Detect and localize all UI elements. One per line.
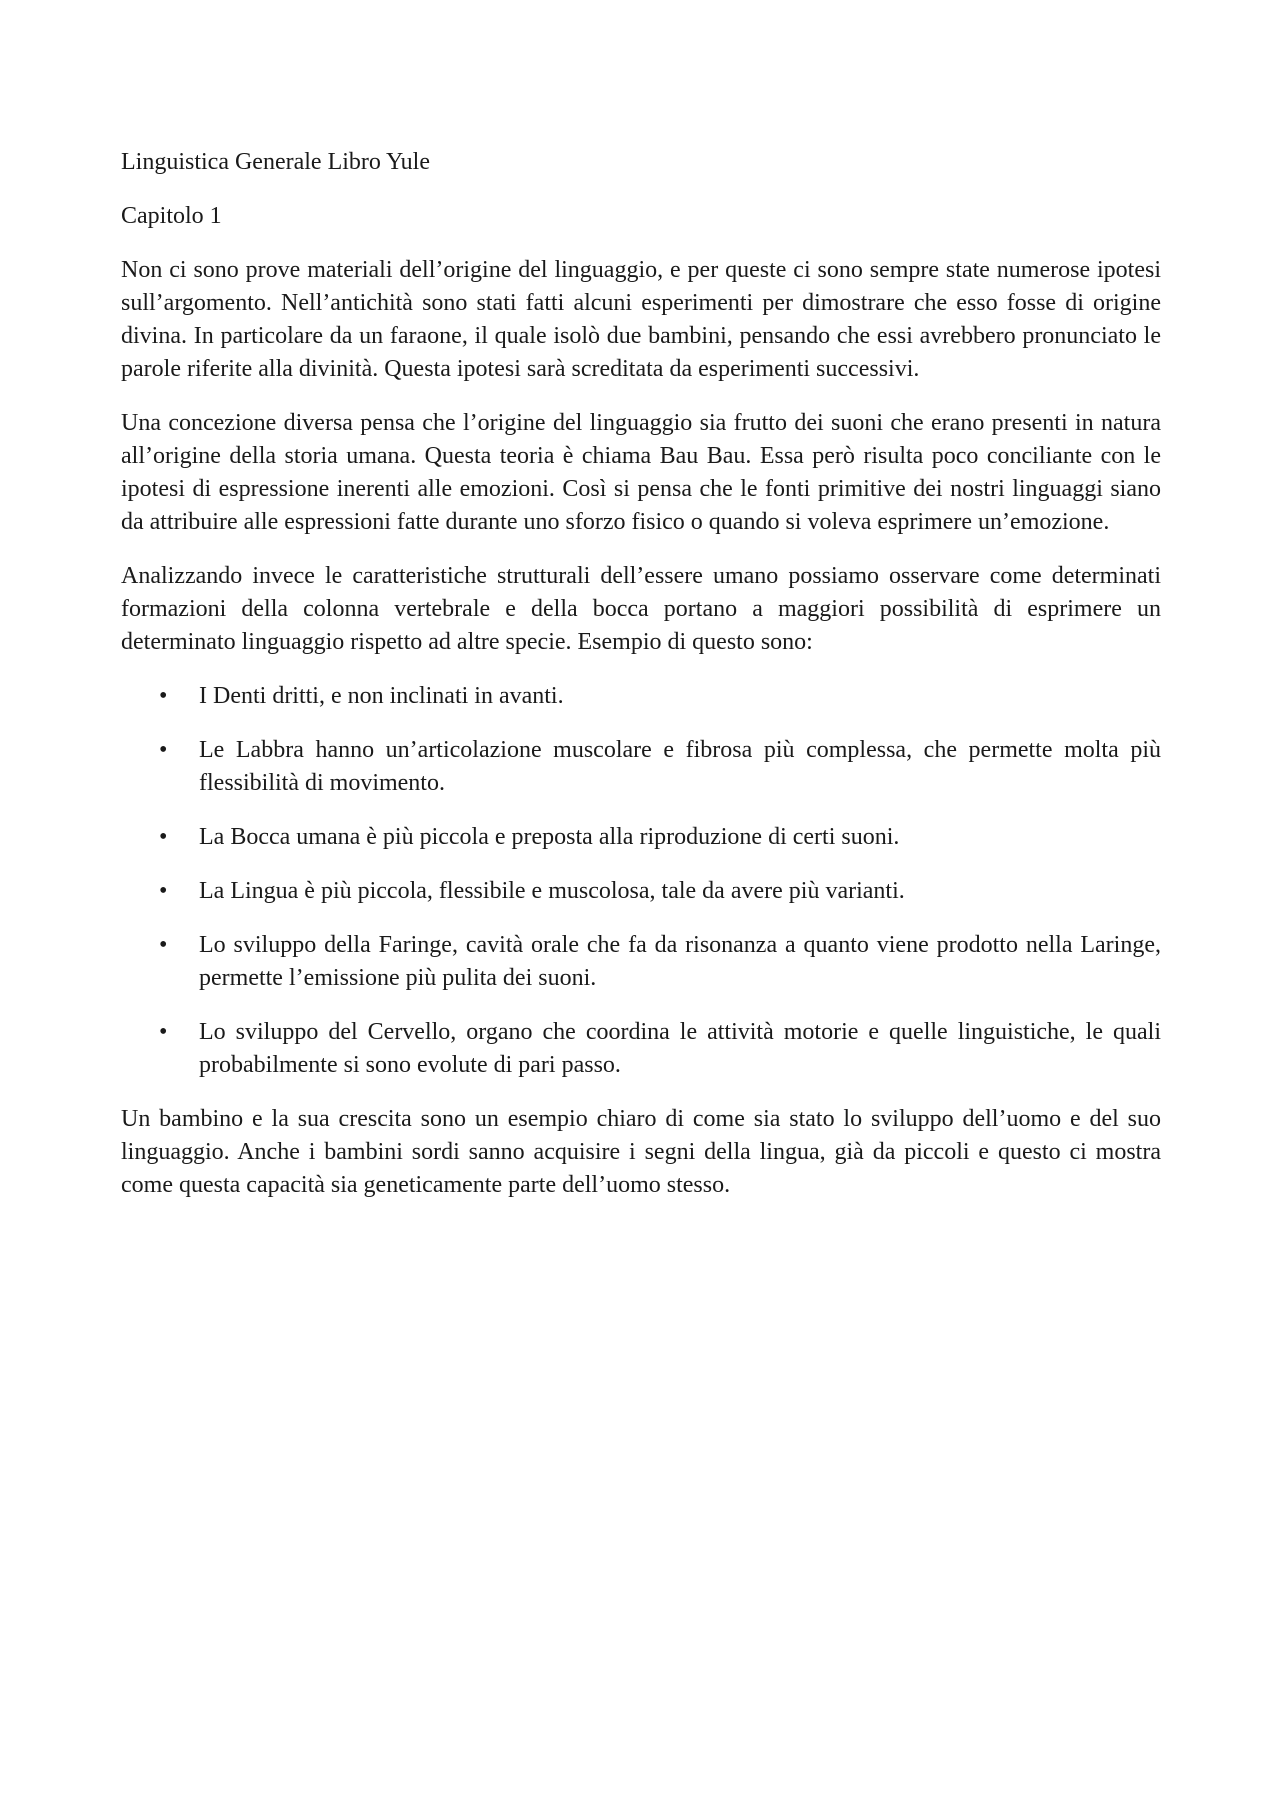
list-item-bocca xyxy=(121,821,1161,854)
paragraph-child-development: Un bambino e la sua crescita sono un esempio chiaro di come sia stato lo sviluppo dell’uomo e del suo linguaggio. Anche i bambini sordi sanno acquisire i segni della lingua, già da piccoli e questo ci mostra come questa capacità sia geneticamente parte dell’uomo stesso. xyxy=(121,1106,1161,1198)
list-item-text: La Bocca umana è più piccola e preposta alla riproduzione di certi suoni. xyxy=(199,824,900,850)
list-item-faringe xyxy=(121,929,1161,995)
list-item-text: La Lingua è più piccola, flessibile e muscolosa, tale da avere più varianti. xyxy=(199,878,905,904)
document-title: Linguistica Generale Libro Yule xyxy=(121,149,430,175)
chapter-heading: Capitolo 1 xyxy=(121,203,222,229)
bullet-icon: • xyxy=(159,878,168,904)
list-item-lingua xyxy=(121,875,1161,908)
paragraph-bau-bau-theory: Una concezione diversa pensa che l’origine del linguaggio sia frutto dei suoni che erano presenti in natura all’origine della storia umana. Questa teoria è chiama Bau Bau. Essa però risulta poco conciliante con le ipotesi di espressione inerenti alle emozioni. Così si pensa che le fonti primitive dei nostri linguaggi siano da attribuire alle espressioni fatte durante uno sforzo fisico o quando si voleva esprimere un’emozione. xyxy=(121,410,1161,535)
features-list xyxy=(121,680,1161,1082)
bullet-icon: • xyxy=(159,1019,168,1045)
list-item-denti xyxy=(121,680,1161,713)
list-item-text: I Denti dritti, e non inclinati in avanti. xyxy=(199,683,564,709)
bullet-icon: • xyxy=(159,683,168,709)
paragraph-origin-divine: Non ci sono prove materiali dell’origine del linguaggio, e per queste ci sono sempre state numerose ipotesi sull’argomento. Nell’antichità sono stati fatti alcuni esperimenti per dimostrare che esso fosse di origine divina. In particolare da un faraone, il quale isolò due bambini, pensando che essi avrebbero pronunciato le parole riferite alla divinità. Questa ipotesi sarà screditata da esperimenti successivi. xyxy=(121,257,1161,382)
list-item-labbra xyxy=(121,734,1161,800)
bullet-icon: • xyxy=(159,932,168,958)
list-item-text: Lo sviluppo del Cervello, organo che coordina le attività motorie e quelle linguistiche, le quali probabilmente si sono evolute di pari passo. xyxy=(199,1019,1161,1078)
bullet-icon: • xyxy=(159,824,168,850)
list-item-text: Le Labbra hanno un’articolazione muscolare e fibrosa più complessa, che permette molta più flessibilità di movimento. xyxy=(199,737,1161,796)
list-item-cervello xyxy=(121,1016,1161,1082)
list-item-text: Lo sviluppo della Faringe, cavità orale che fa da risonanza a quanto viene prodotto nella Laringe, permette l’emissione più pulita dei suoni. xyxy=(199,932,1161,991)
bullet-icon: • xyxy=(159,737,168,763)
document-page xyxy=(121,146,1161,1223)
paragraph-structural-features: Analizzando invece le caratteristiche strutturali dell’essere umano possiamo osservare come determinati formazioni della colonna vertebrale e della bocca portano a maggiori possibilità di esprimere un determinato linguaggio rispetto ad altre specie. Esempio di questo sono: xyxy=(121,563,1161,655)
